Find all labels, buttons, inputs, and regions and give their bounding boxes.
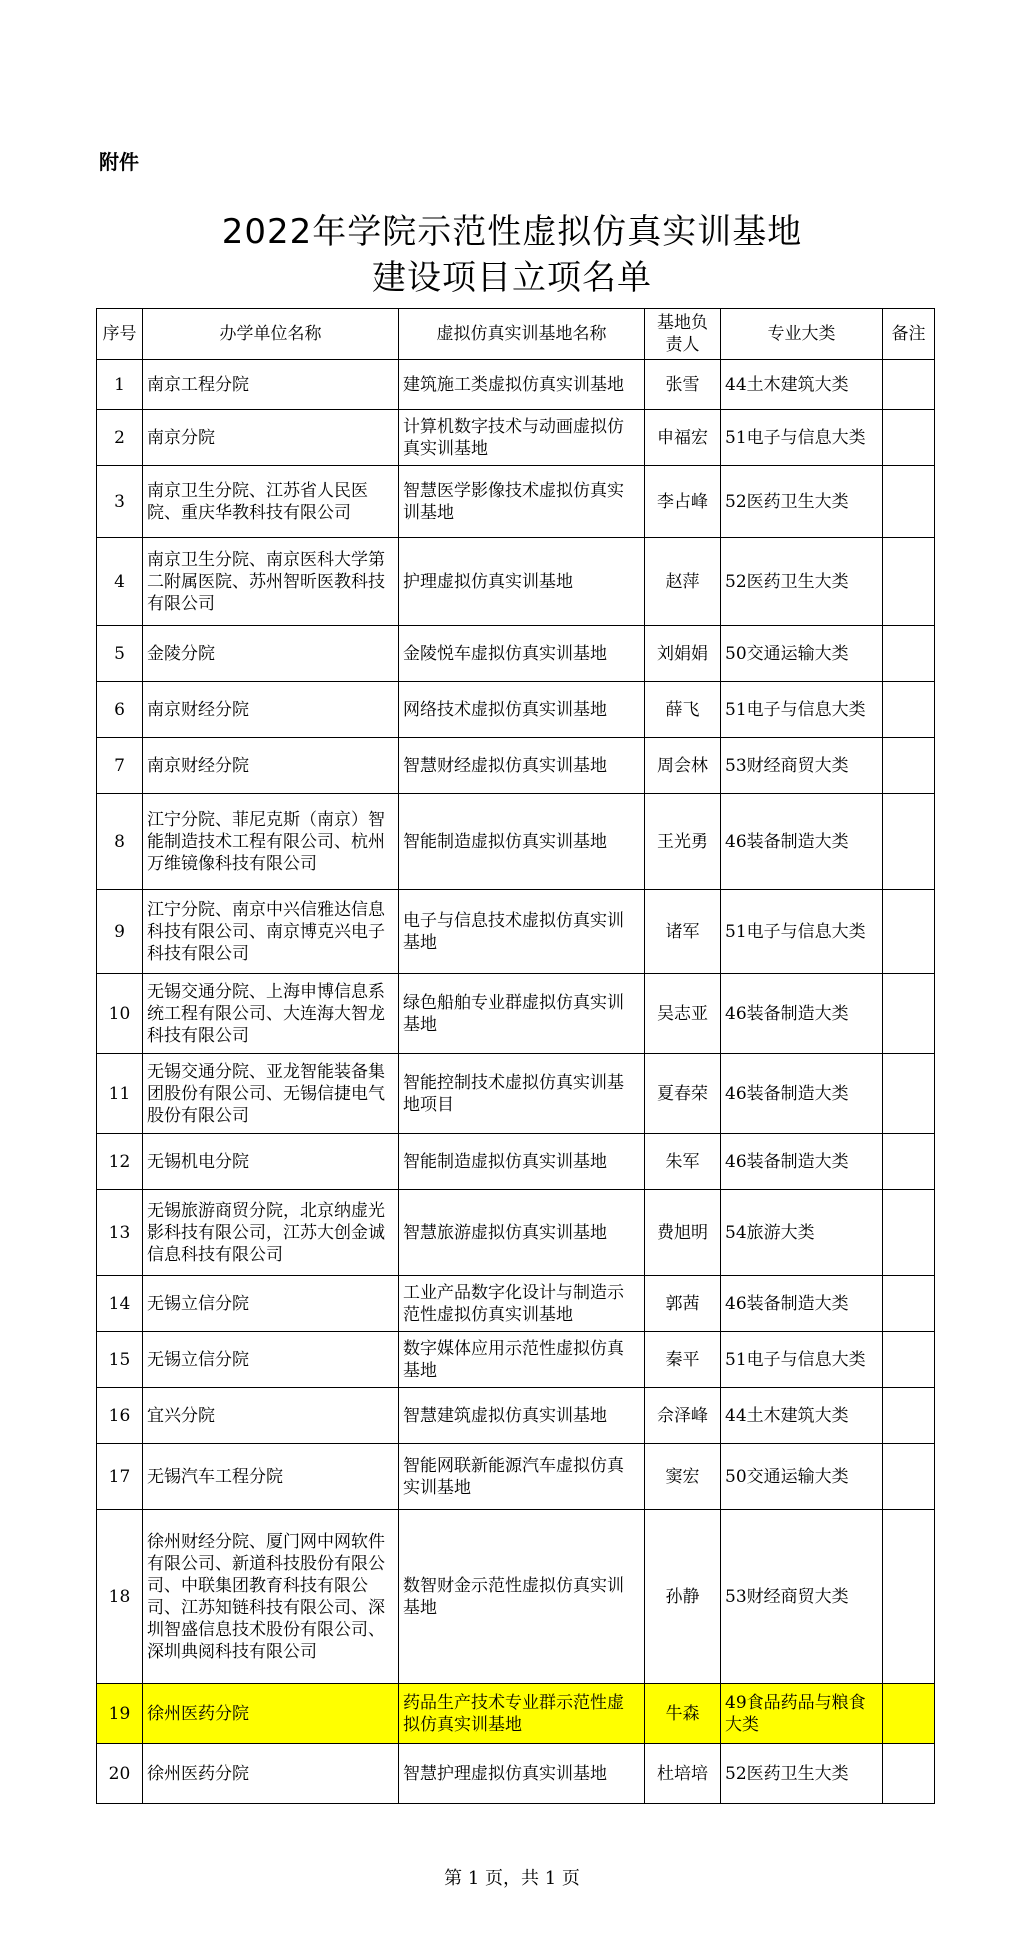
unit-cell: 徐州医药分院 <box>143 1744 399 1804</box>
table-header-row <box>97 309 935 360</box>
unit-cell: 无锡交通分院、上海申博信息系统工程有限公司、大连海大智龙科技有限公司 <box>143 974 399 1054</box>
note-cell <box>883 360 935 410</box>
table-body <box>97 360 935 1804</box>
category-cell: 44土木建筑大类 <box>721 1388 883 1444</box>
unit-cell: 南京财经分院 <box>143 682 399 738</box>
category-cell: 52医药卫生大类 <box>721 1744 883 1804</box>
table-row <box>97 410 935 466</box>
base-name-cell: 护理虚拟仿真实训基地 <box>399 538 645 626</box>
row-number: 14 <box>97 1276 143 1332</box>
base-name-cell: 数字媒体应用示范性虚拟仿真基地 <box>399 1332 645 1388</box>
row-number: 11 <box>97 1054 143 1134</box>
row-number: 15 <box>97 1332 143 1388</box>
unit-cell: 无锡交通分院、亚龙智能装备集团股份有限公司、无锡信捷电气股份有限公司 <box>143 1054 399 1134</box>
lead-cell: 佘泽峰 <box>645 1388 721 1444</box>
note-cell <box>883 1190 935 1276</box>
note-cell <box>883 1054 935 1134</box>
table-row <box>97 974 935 1054</box>
table-row <box>97 1054 935 1134</box>
table-row <box>97 1744 935 1804</box>
base-name-cell: 智慧财经虚拟仿真实训基地 <box>399 738 645 794</box>
category-cell: 52医药卫生大类 <box>721 538 883 626</box>
category-cell: 53财经商贸大类 <box>721 1510 883 1684</box>
note-cell <box>883 890 935 974</box>
category-cell: 53财经商贸大类 <box>721 738 883 794</box>
lead-cell: 周会林 <box>645 738 721 794</box>
lead-cell: 刘娟娟 <box>645 626 721 682</box>
lead-cell: 李占峰 <box>645 466 721 538</box>
unit-cell: 南京分院 <box>143 410 399 466</box>
unit-cell: 南京卫生分院、南京医科大学第二附属医院、苏州智昕医教科技有限公司 <box>143 538 399 626</box>
note-cell <box>883 538 935 626</box>
lead-cell: 诸军 <box>645 890 721 974</box>
base-name-cell: 智慧建筑虚拟仿真实训基地 <box>399 1388 645 1444</box>
lead-cell: 牛森 <box>645 1684 721 1744</box>
unit-cell: 金陵分院 <box>143 626 399 682</box>
base-name-cell: 网络技术虚拟仿真实训基地 <box>399 682 645 738</box>
row-number: 4 <box>97 538 143 626</box>
note-cell <box>883 974 935 1054</box>
base-name-cell: 智慧医学影像技术虚拟仿真实训基地 <box>399 466 645 538</box>
unit-cell: 江宁分院、菲尼克斯（南京）智能制造技术工程有限公司、杭州万维镜像科技有限公司 <box>143 794 399 890</box>
base-name-cell: 智慧护理虚拟仿真实训基地 <box>399 1744 645 1804</box>
category-cell: 51电子与信息大类 <box>721 890 883 974</box>
row-number: 19 <box>97 1684 143 1744</box>
project-list-table <box>96 308 935 1804</box>
row-number: 8 <box>97 794 143 890</box>
lead-cell: 郭茜 <box>645 1276 721 1332</box>
col-header-note: 备注 <box>883 309 935 360</box>
row-number: 20 <box>97 1744 143 1804</box>
table-row <box>97 794 935 890</box>
base-name-cell: 工业产品数字化设计与制造示范性虚拟仿真实训基地 <box>399 1276 645 1332</box>
note-cell <box>883 1444 935 1510</box>
note-cell <box>883 1510 935 1684</box>
category-cell: 46装备制造大类 <box>721 1276 883 1332</box>
note-cell <box>883 410 935 466</box>
lead-cell: 杜培培 <box>645 1744 721 1804</box>
table-row <box>97 1134 935 1190</box>
base-name-cell: 电子与信息技术虚拟仿真实训基地 <box>399 890 645 974</box>
row-number: 1 <box>97 360 143 410</box>
col-header-base-name: 虚拟仿真实训基地名称 <box>399 309 645 360</box>
table-row <box>97 1444 935 1510</box>
unit-cell: 无锡汽车工程分院 <box>143 1444 399 1510</box>
category-cell: 46装备制造大类 <box>721 1134 883 1190</box>
lead-cell: 吴志亚 <box>645 974 721 1054</box>
note-cell <box>883 1744 935 1804</box>
note-cell <box>883 1684 935 1744</box>
lead-cell: 赵萍 <box>645 538 721 626</box>
unit-cell: 南京财经分院 <box>143 738 399 794</box>
table-row <box>97 626 935 682</box>
table-row <box>97 682 935 738</box>
base-name-cell: 智慧旅游虚拟仿真实训基地 <box>399 1190 645 1276</box>
unit-cell: 无锡机电分院 <box>143 1134 399 1190</box>
category-cell: 46装备制造大类 <box>721 1054 883 1134</box>
category-cell: 46装备制造大类 <box>721 974 883 1054</box>
row-number: 3 <box>97 466 143 538</box>
unit-cell: 无锡立信分院 <box>143 1276 399 1332</box>
unit-cell: 南京工程分院 <box>143 360 399 410</box>
table-row <box>97 1332 935 1388</box>
base-name-cell: 数智财金示范性虚拟仿真实训基地 <box>399 1510 645 1684</box>
table-row <box>97 1510 935 1684</box>
lead-cell: 张雪 <box>645 360 721 410</box>
row-number: 18 <box>97 1510 143 1684</box>
table-row <box>97 538 935 626</box>
note-cell <box>883 1332 935 1388</box>
note-cell <box>883 794 935 890</box>
document-title-line2: 建设项目立项名单 <box>372 258 652 298</box>
category-cell: 51电子与信息大类 <box>721 410 883 466</box>
table-row <box>97 466 935 538</box>
table-row <box>97 1388 935 1444</box>
table-row <box>97 890 935 974</box>
row-number: 5 <box>97 626 143 682</box>
unit-cell: 宜兴分院 <box>143 1388 399 1444</box>
col-header-category: 专业大类 <box>721 309 883 360</box>
unit-cell: 徐州医药分院 <box>143 1684 399 1744</box>
lead-cell: 孙静 <box>645 1510 721 1684</box>
col-header-lead: 基地负责人 <box>645 309 721 360</box>
category-cell: 46装备制造大类 <box>721 794 883 890</box>
category-cell: 49食品药品与粮食大类 <box>721 1684 883 1744</box>
base-name-cell: 计算机数字技术与动画虚拟仿真实训基地 <box>399 410 645 466</box>
category-cell: 52医药卫生大类 <box>721 466 883 538</box>
table-row <box>97 1684 935 1744</box>
page-footer: 第 1 页，共 1 页 <box>444 1868 580 1889</box>
document-title-line1: 2022年学院示范性虚拟仿真实训基地 <box>221 212 803 252</box>
lead-cell: 秦平 <box>645 1332 721 1388</box>
row-number: 12 <box>97 1134 143 1190</box>
category-cell: 50交通运输大类 <box>721 626 883 682</box>
row-number: 16 <box>97 1388 143 1444</box>
unit-cell: 江宁分院、南京中兴信雅达信息科技有限公司、南京博克兴电子科技有限公司 <box>143 890 399 974</box>
category-cell: 54旅游大类 <box>721 1190 883 1276</box>
category-cell: 51电子与信息大类 <box>721 682 883 738</box>
lead-cell: 窦宏 <box>645 1444 721 1510</box>
category-cell: 44土木建筑大类 <box>721 360 883 410</box>
lead-cell: 费旭明 <box>645 1190 721 1276</box>
lead-cell: 夏春荣 <box>645 1054 721 1134</box>
note-cell <box>883 682 935 738</box>
base-name-cell: 智能网联新能源汽车虚拟仿真实训基地 <box>399 1444 645 1510</box>
category-cell: 50交通运输大类 <box>721 1444 883 1510</box>
attachment-label: 附件 <box>99 150 139 174</box>
base-name-cell: 智能制造虚拟仿真实训基地 <box>399 794 645 890</box>
note-cell <box>883 626 935 682</box>
base-name-cell: 绿色船舶专业群虚拟仿真实训基地 <box>399 974 645 1054</box>
note-cell <box>883 1276 935 1332</box>
col-header-number: 序号 <box>97 309 143 360</box>
lead-cell: 王光勇 <box>645 794 721 890</box>
col-header-unit: 办学单位名称 <box>143 309 399 360</box>
note-cell <box>883 1388 935 1444</box>
table-row <box>97 738 935 794</box>
category-cell: 51电子与信息大类 <box>721 1332 883 1388</box>
row-number: 10 <box>97 974 143 1054</box>
row-number: 13 <box>97 1190 143 1276</box>
note-cell <box>883 738 935 794</box>
table-row <box>97 1276 935 1332</box>
base-name-cell: 建筑施工类虚拟仿真实训基地 <box>399 360 645 410</box>
row-number: 6 <box>97 682 143 738</box>
lead-cell: 申福宏 <box>645 410 721 466</box>
base-name-cell: 药品生产技术专业群示范性虚拟仿真实训基地 <box>399 1684 645 1744</box>
unit-cell: 徐州财经分院、厦门网中网软件有限公司、新道科技股份有限公司、中联集团教育科技有限公司、江苏知链科技有限公司、深圳智盛信息技术股份有限公司、深圳典阅科技有限公司 <box>143 1510 399 1684</box>
unit-cell: 南京卫生分院、江苏省人民医院、重庆华教科技有限公司 <box>143 466 399 538</box>
unit-cell: 无锡旅游商贸分院，北京纳虚光影科技有限公司，江苏大创金诚信息科技有限公司 <box>143 1190 399 1276</box>
base-name-cell: 智能制造虚拟仿真实训基地 <box>399 1134 645 1190</box>
lead-cell: 朱军 <box>645 1134 721 1190</box>
row-number: 2 <box>97 410 143 466</box>
row-number: 7 <box>97 738 143 794</box>
note-cell <box>883 1134 935 1190</box>
base-name-cell: 智能控制技术虚拟仿真实训基地项目 <box>399 1054 645 1134</box>
table-row <box>97 1190 935 1276</box>
row-number: 17 <box>97 1444 143 1510</box>
row-number: 9 <box>97 890 143 974</box>
table-row <box>97 360 935 410</box>
base-name-cell: 金陵悦车虚拟仿真实训基地 <box>399 626 645 682</box>
unit-cell: 无锡立信分院 <box>143 1332 399 1388</box>
lead-cell: 薛飞 <box>645 682 721 738</box>
note-cell <box>883 466 935 538</box>
